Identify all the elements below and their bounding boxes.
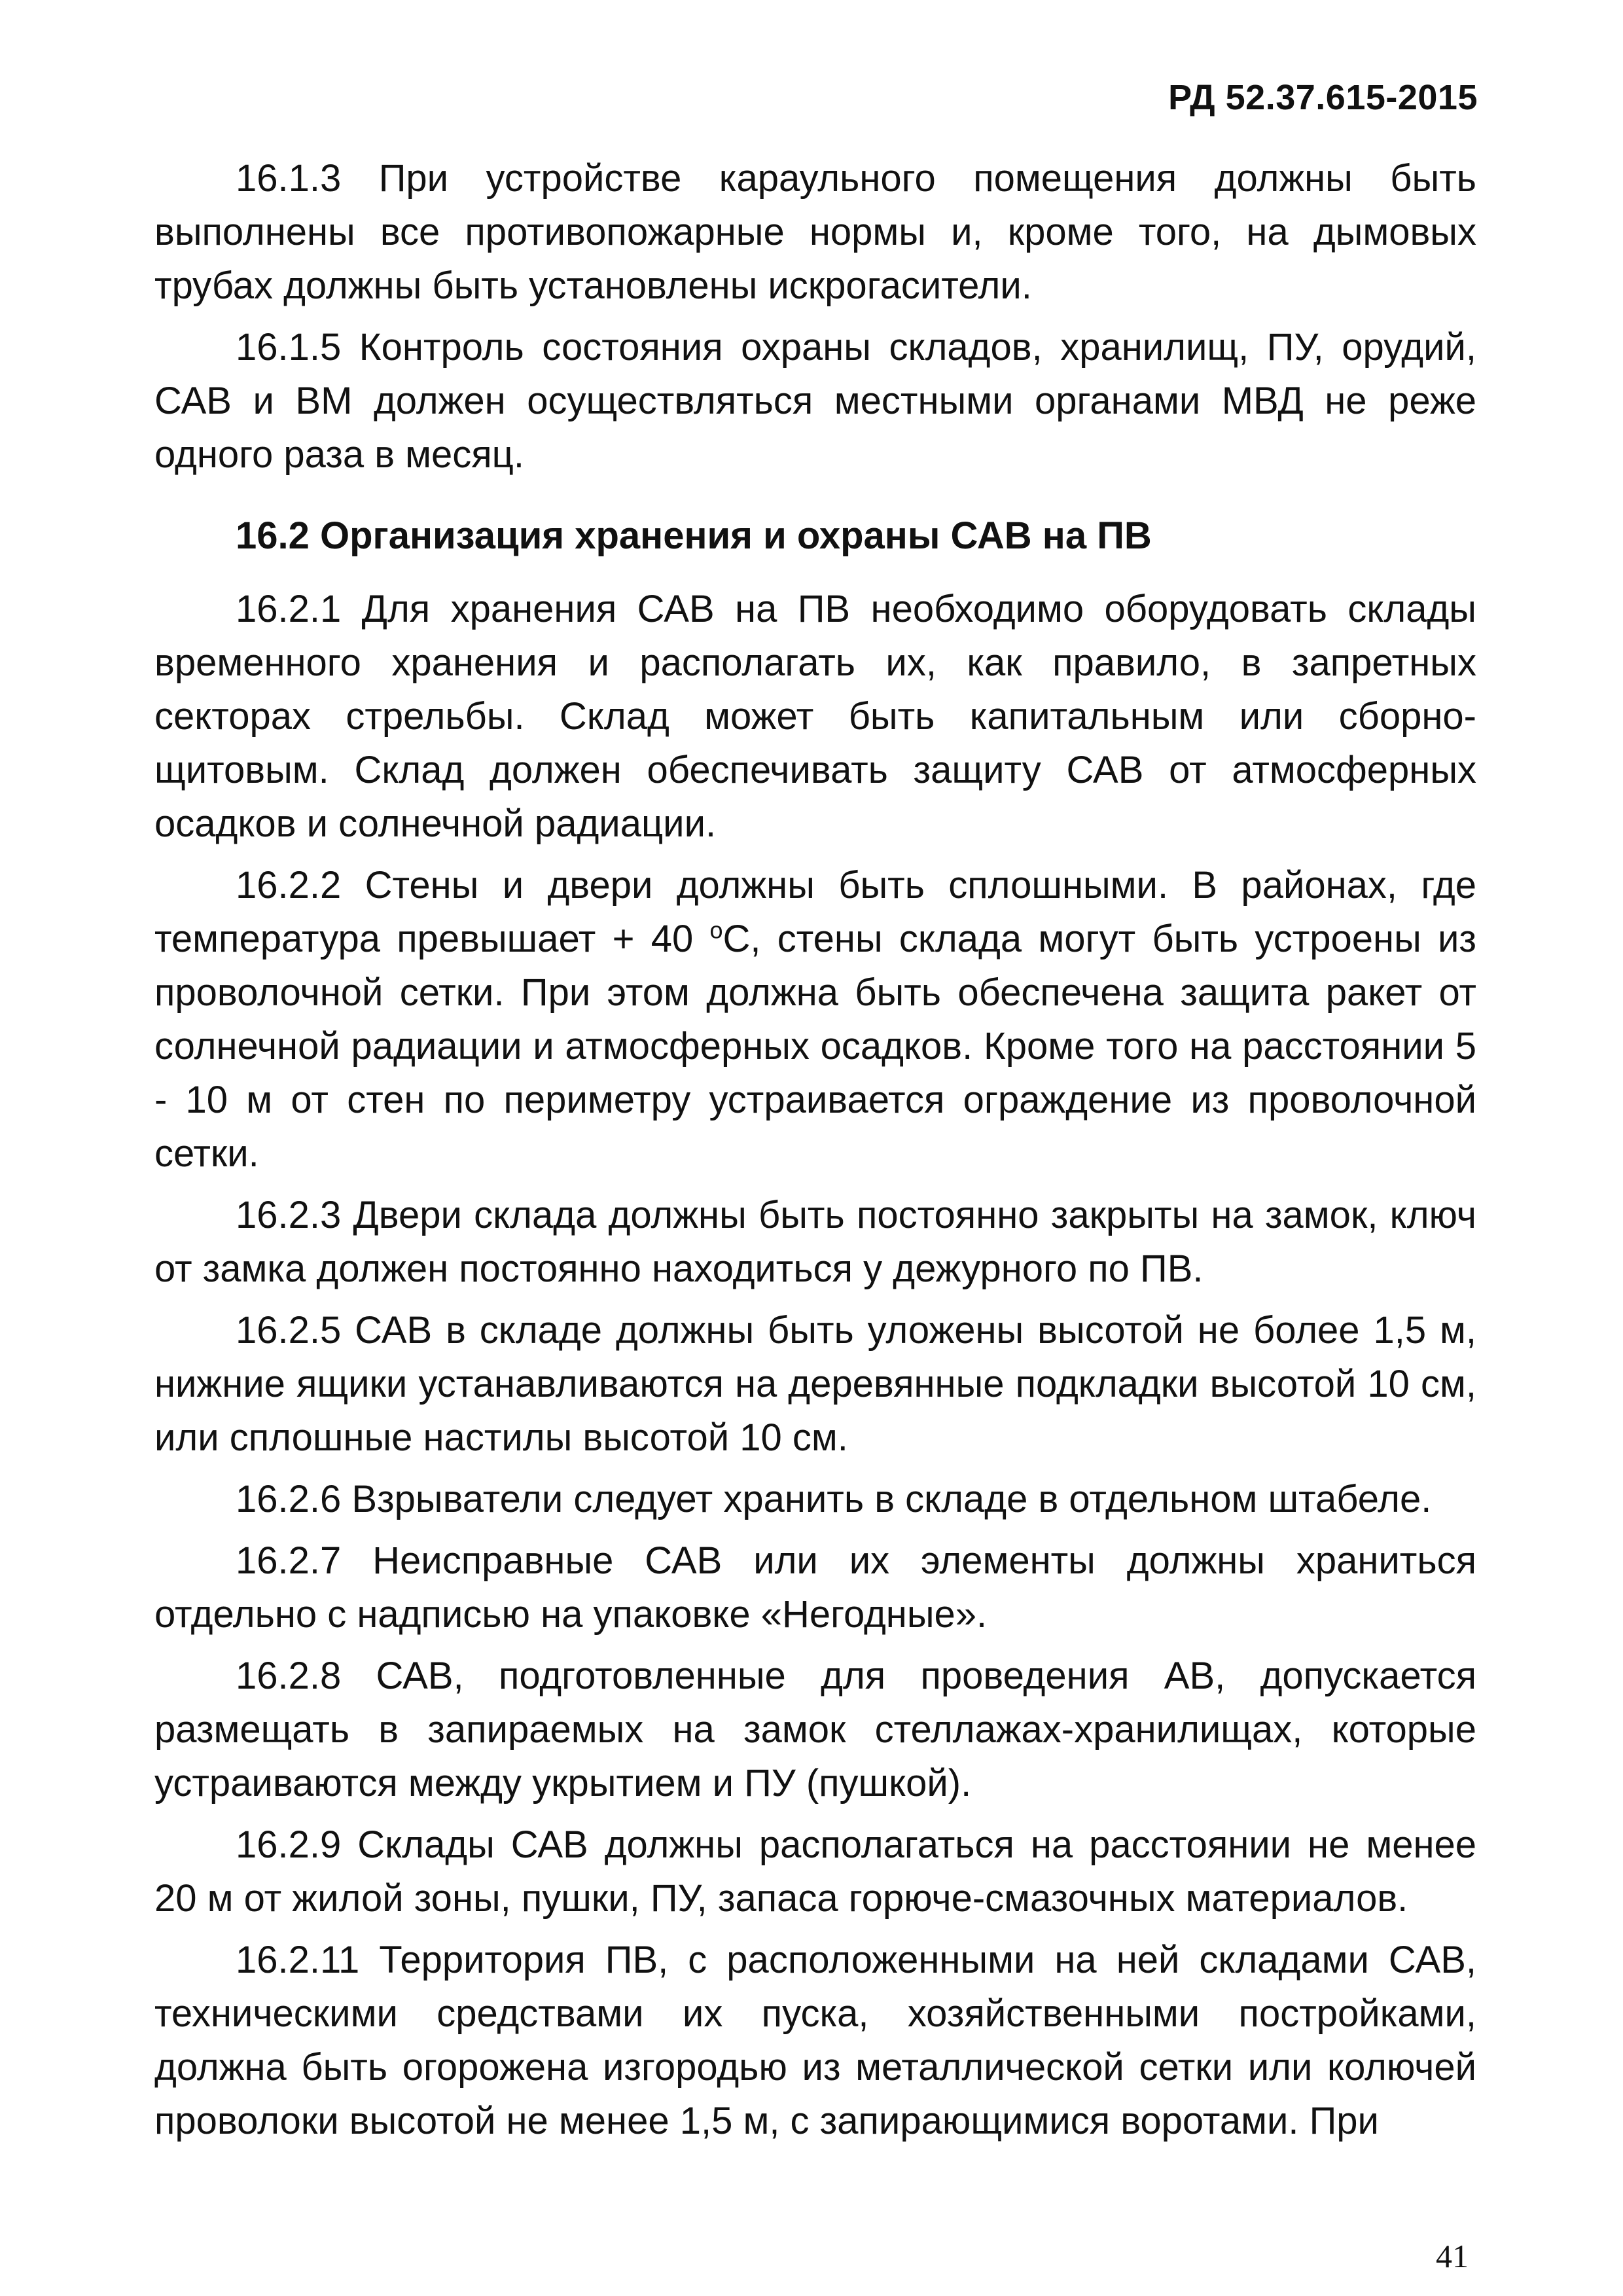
paragraph-16-2-8: 16.2.8 САВ, подготовленные для проведения АВ, допускается размещать в запираемых на замок стеллажах-хранилищах, которые устраиваются между укрытием и ПУ (пушкой). [154,1655,1476,1804]
document-code: РД 52.37.615-2015 [1168,78,1478,117]
paragraph-16-2-2 [154,859,1476,1181]
paragraph-16-2-5: 16.2.5 САВ в складе должны быть уложены высотой не более 1,5 м, нижние ящики устанавливаются на деревянные подкладки высотой 10 см, или сплошные настилы высотой 10 см. [154,1309,1476,1459]
page-number: 41 [1436,2238,1469,2274]
section-heading-16-2: 16.2 Организация хранения и охраны САВ на ПВ [236,514,1152,557]
paragraph-16-1-3: 16.1.3 При устройстве караульного помещения должны быть выполнены все противопожарные нормы и, кроме того, на дымовых трубах должны быть установлены искрогасители. [154,157,1476,307]
document-body [154,152,1476,2156]
paragraph-16-2-11: 16.2.11 Территория ПВ, с расположенными на ней складами САВ, техническими средствами их пуска, хозяйственными постройками, должна быть огорожена изгородью из металлической сетки или колючей проволоки высотой не менее 1,5 м, с запирающимися воротами. При [154,1939,1476,2142]
paragraph-16-2-2-end: С, стены склада могут быть устроены из проволочной сетки. При этом должна быть обеспечена защита ракет от солнечной радиации и атмосферных осадков. Кроме того на расстоянии 5 - 10 м от стен по периметру устраивается ограждение из проволочной сетки. [154,918,1476,1175]
paragraph-16-2-2-start: 16.2.2 Стены и двери должны быть сплошными. В районах, где температура превышает + 40 [154,864,1476,960]
paragraph-16-2-6: 16.2.6 Взрыватели следует хранить в складе в отдельном штабеле. [236,1478,1432,1520]
paragraph-16-2-9: 16.2.9 Склады САВ должны располагаться на расстоянии не менее 20 м от жилой зоны, пушки, ПУ, запаса горюче-смазочных материалов. [154,1823,1476,1920]
degree-sign: o [709,916,723,944]
paragraph-16-2-7: 16.2.7 Неисправные САВ или их элементы должны храниться отдельно с надписью на упаковке «Негодные». [154,1539,1476,1636]
paragraph-16-1-5: 16.1.5 Контроль состояния охраны складов, хранилищ, ПУ, орудий, САВ и ВМ должен осуществляться местными органами МВД не реже одного раза в месяц. [154,326,1476,476]
paragraph-16-2-3: 16.2.3 Двери склада должны быть постоянно закрыты на замок, ключ от замка должен постоянно находиться у дежурного по ПВ. [154,1194,1476,1290]
paragraph-16-2-1: 16.2.1 Для хранения САВ на ПВ необходимо оборудовать склады временного хранения и располагать их, как правило, в запретных секторах стрельбы. Склад может быть капитальным или сборно-щитовым. Склад должен обеспечивать защиту САВ от атмосферных осадков и солнечной радиации. [154,588,1476,845]
